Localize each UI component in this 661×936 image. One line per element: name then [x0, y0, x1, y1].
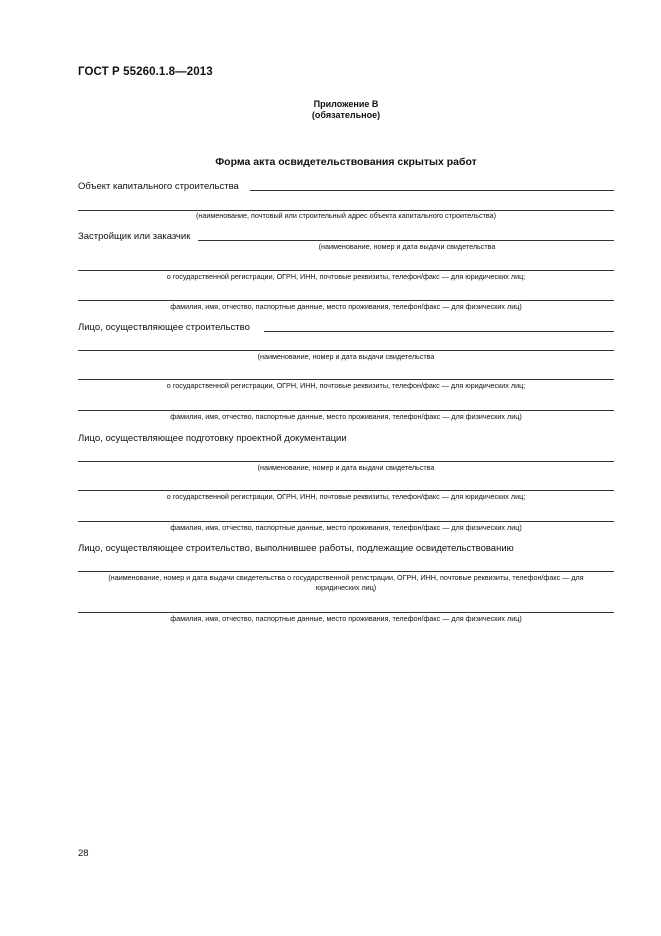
- designer-label: Лицо, осуществляющее подготовку проектной документации: [78, 433, 347, 444]
- builder-line-4[interactable]: [78, 410, 614, 411]
- builder-line-3[interactable]: [78, 379, 614, 380]
- builder-field-line[interactable]: [264, 331, 614, 332]
- appendix-status: (обязательное): [311, 110, 381, 120]
- designer-line-1[interactable]: [78, 461, 614, 462]
- developer-line-3[interactable]: [78, 300, 614, 301]
- builder-caption-2: о государственной регистрации, ОГРН, ИНН, почтовые реквизиты, телефон/факс — для юридических лиц;: [166, 381, 526, 390]
- designer-line-2[interactable]: [78, 490, 614, 491]
- designer-caption-2: о государственной регистрации, ОГРН, ИНН, почтовые реквизиты, телефон/факс — для юридических лиц;: [166, 492, 526, 501]
- developer-caption-1: (наименование, номер и дата выдачи свидетельства: [318, 242, 496, 251]
- object-label: Объект капитального строительства: [78, 181, 239, 192]
- developer-caption-3: фамилия, имя, отчество, паспортные данные, место проживания, телефон/факс — для физических лиц): [170, 302, 522, 311]
- developer-field-line[interactable]: [198, 240, 614, 241]
- performer-caption-1: (наименование, номер и дата выдачи свидетельства о государственной регистрации, ОГРН, ИНН, почтовые реквизиты, телефон/факс — для юридических лиц): [108, 573, 584, 592]
- performer-line-2[interactable]: [78, 612, 614, 613]
- builder-caption-1: (наименование, номер и дата выдачи свидетельства: [257, 352, 435, 361]
- standard-header: ГОСТ Р 55260.1.8—2013: [78, 66, 213, 78]
- object-field-line[interactable]: [250, 190, 614, 191]
- designer-line-3[interactable]: [78, 521, 614, 522]
- appendix-title: Приложение В: [313, 99, 379, 109]
- developer-label: Застройщик или заказчик: [78, 231, 191, 242]
- developer-caption-2: о государственной регистрации, ОГРН, ИНН, почтовые реквизиты, телефон/факс — для юридических лиц;: [166, 272, 526, 281]
- builder-line-2[interactable]: [78, 350, 614, 351]
- object-caption: (наименование, почтовый или строительный адрес объекта капитального строительства): [195, 211, 496, 220]
- developer-line-2[interactable]: [78, 270, 614, 271]
- performer-caption-2: фамилия, имя, отчество, паспортные данные, место проживания, телефон/факс — для физических лиц): [170, 614, 522, 623]
- designer-caption-3: фамилия, имя, отчество, паспортные данные, место проживания, телефон/факс — для физических лиц): [170, 523, 522, 532]
- builder-caption-3: фамилия, имя, отчество, паспортные данные, место проживания, телефон/факс — для физических лиц): [170, 412, 522, 421]
- form-title: Форма акта освидетельствования скрытых работ: [215, 156, 477, 168]
- builder-label: Лицо, осуществляющее строительство: [78, 322, 250, 333]
- performer-label: Лицо, осуществляющее строительство, выполнившее работы, подлежащие освидетельствованию: [78, 543, 514, 554]
- designer-caption-1: (наименование, номер и дата выдачи свидетельства: [257, 463, 435, 472]
- performer-line-1[interactable]: [78, 571, 614, 572]
- page-number: 28: [78, 848, 89, 859]
